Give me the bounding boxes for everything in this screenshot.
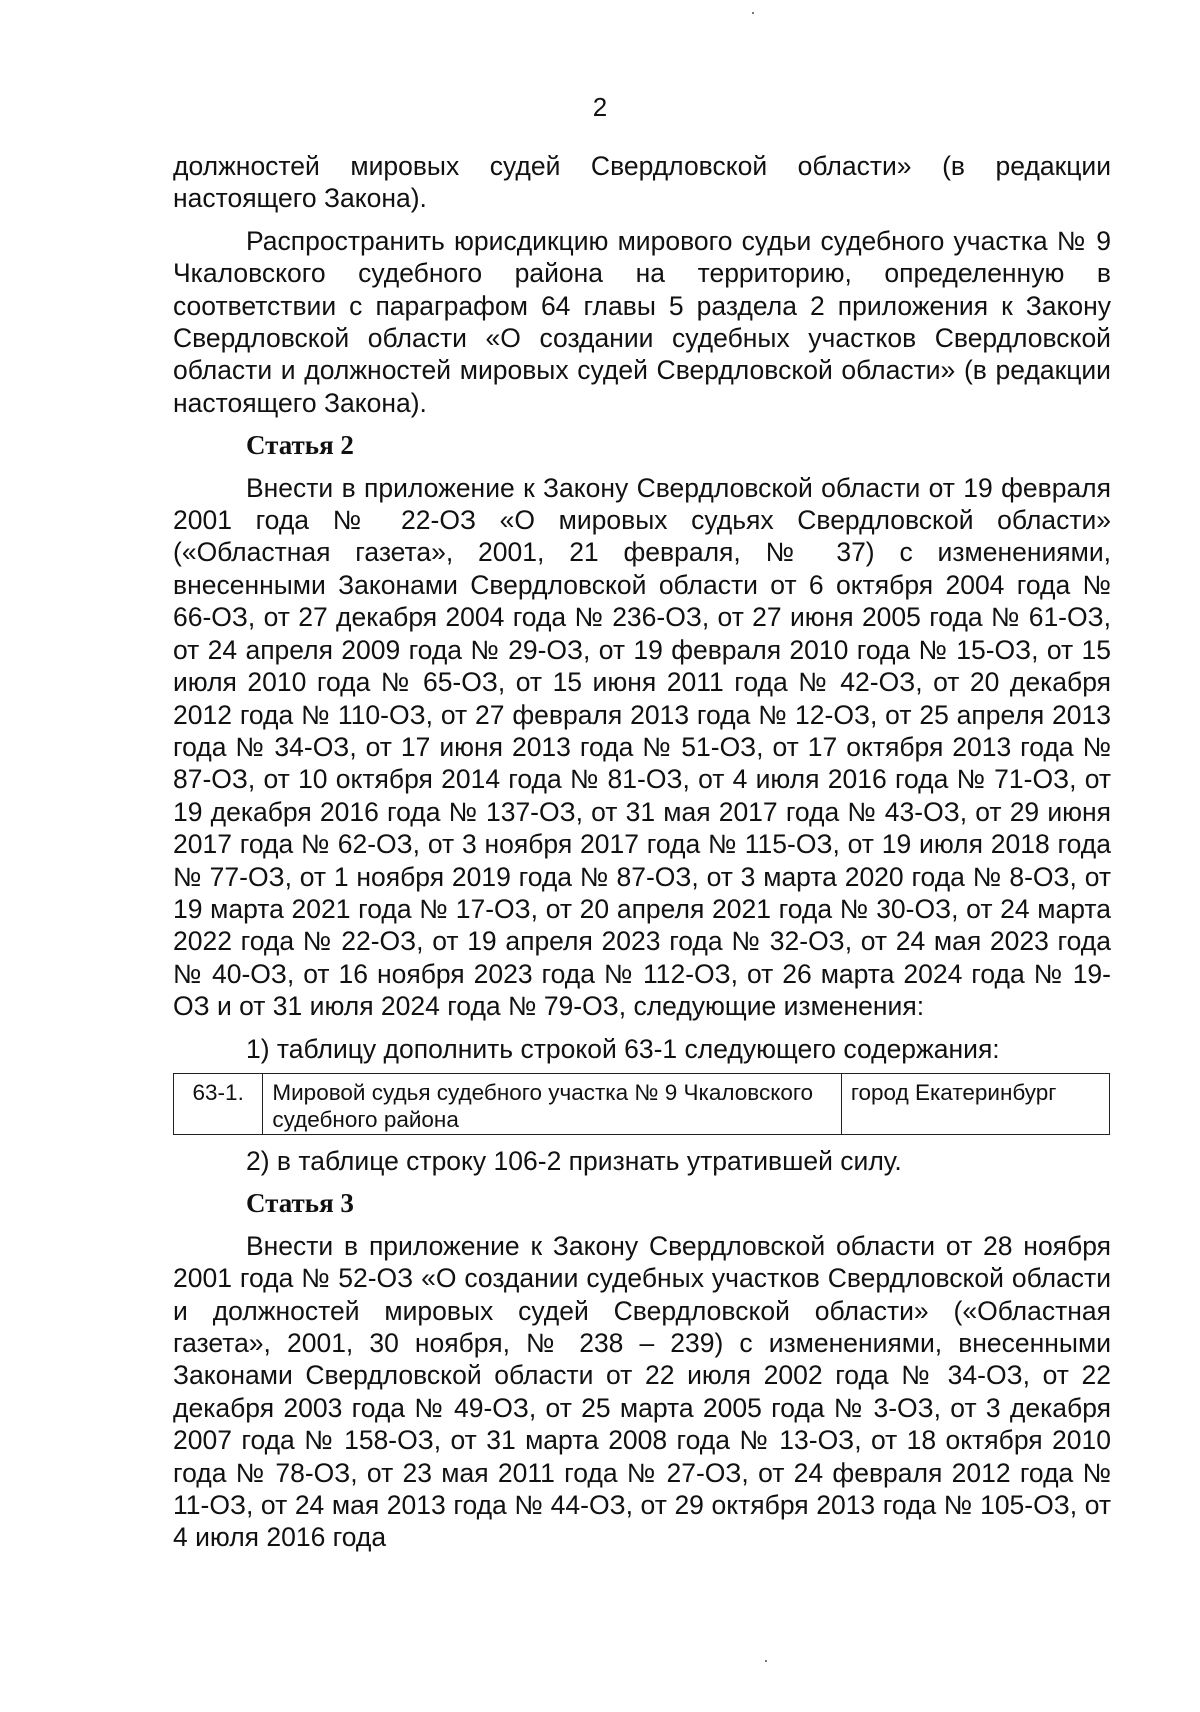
table-row (174, 1073, 1110, 1134)
amendment-item-2: 2) в таблице строку 106-2 признать утратившей силу. (246, 1145, 902, 1176)
article-3-heading: Статья 3 (246, 1188, 354, 1219)
page-number: 2 (592, 92, 608, 122)
table-cell-number: 63-1. (174, 1073, 263, 1134)
amendment-table (173, 1073, 1110, 1135)
scan-speck (752, 12, 754, 14)
table-cell-name: Мировой судья судебного участка № 9 Чкаловского судебного района (263, 1073, 841, 1134)
paragraph-article-2: Внести в приложение к Закону Свердловской области от 19 февраля 2001 года № 22-ОЗ «О мировых судьях Свердловской области» («Областная газета», 2001, 21 февраля, № 37) с изменениями, внесенными Законами Свердловской области от 6 октября 2004 года № 66-ОЗ, от 27 декабря 2004 года № 236-ОЗ, от 27 июня 2005 года № 61-ОЗ, от 24 апреля 2009 года № 29-ОЗ, от 19 февраля 2010 года № 15-ОЗ, от 15 июля 2010 года № 65-ОЗ, от 15 июня 2011 года № 42-ОЗ, от 20 декабря 2012 года № 110-ОЗ, от 27 февраля 2013 года № 12-ОЗ, от 25 апреля 2013 года № 34-ОЗ, от 17 июня 2013 года № 51-ОЗ, от 17 октября 2013 года № 87-ОЗ, от 10 октября 2014 года № 81-ОЗ, от 4 июля 2016 года № 71-ОЗ, от 19 декабря 2016 года № 137-ОЗ, от 31 мая 2017 года № 43-ОЗ, от 29 июня 2017 года № 62-ОЗ, от 3 ноября 2017 года № 115-ОЗ, от 19 июля 2018 года № 77-ОЗ, от 1 ноября 2019 года № 87-ОЗ, от 3 марта 2020 года № 8-ОЗ, от 19 марта 2021 года № 17-ОЗ, от 20 апреля 2021 года № 30-ОЗ, от 24 марта 2022 года № 22-ОЗ, от 19 апреля 2023 года № 32-ОЗ, от 24 мая 2023 года № 40-ОЗ, от 16 ноября 2023 года № 112-ОЗ, от 26 марта 2024 года № 19-ОЗ и от 31 июля 2024 года № 79-ОЗ, следующие изменения: (173, 472, 1111, 1022)
document-body (173, 150, 1111, 1554)
amendment-item-1: 1) таблицу дополнить строкой 63-1 следующего содержания: (246, 1033, 1000, 1064)
table-cell-territory: город Екатеринбург (841, 1073, 1109, 1134)
article-2-heading: Статья 2 (246, 430, 354, 461)
paragraph-article-3: Внести в приложение к Закону Свердловской области от 28 ноября 2001 года № 52-ОЗ «О создании судебных участков Свердловской области и должностей мировых судей Свердловской области» («Областная газета», 2001, 30 ноября, № 238 – 239) с изменениями, внесенными Законами Свердловской области от 22 июля 2002 года № 34-ОЗ, от 22 декабря 2003 года № 49-ОЗ, от 25 марта 2005 года № 3-ОЗ, от 3 декабря 2007 года № 158-ОЗ, от 31 марта 2008 года № 13-ОЗ, от 18 октября 2010 года № 78-ОЗ, от 23 мая 2011 года № 27-ОЗ, от 24 февраля 2012 года № 11-ОЗ, от 24 мая 2013 года № 44-ОЗ, от 29 октября 2013 года № 105-ОЗ, от 4 июля 2016 года (173, 1230, 1111, 1553)
paragraph-continuation: должностей мировых судей Свердловской области» (в редакции настоящего Закона). (173, 151, 1111, 214)
scan-speck (765, 1660, 767, 1662)
paragraph-jurisdiction: Распространить юрисдикцию мирового судьи судебного участка № 9 Чкаловского судебного района на территорию, определенную в соответствии с параграфом 64 главы 5 раздела 2 приложения к Закону Свердловской области «О создании судебных участков Свердловской области и должностей мировых судей Свердловской области» (в редакции настоящего Закона). (173, 225, 1111, 418)
